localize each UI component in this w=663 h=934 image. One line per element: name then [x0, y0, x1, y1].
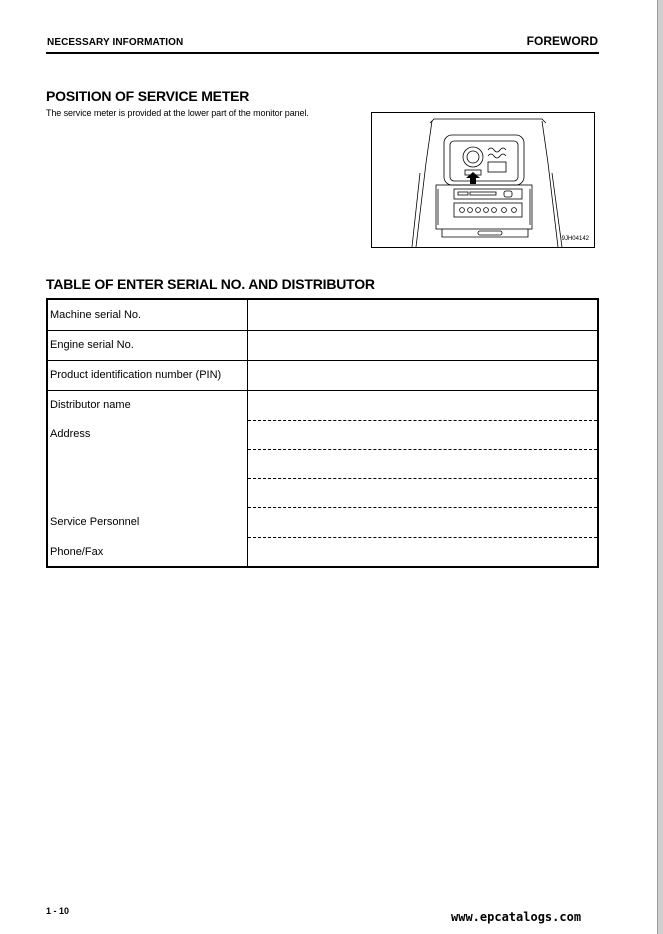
service-meter-description: The service meter is provided at the lower part of the monitor panel. [46, 108, 309, 118]
phone-fax-label: Phone/Fax [50, 546, 104, 558]
machine-serial-label: Machine serial No. [50, 309, 142, 321]
header-chapter-title: FOREWORD [526, 34, 598, 48]
header-rule [46, 52, 599, 54]
monitor-panel-figure [371, 112, 595, 248]
service-meter-heading: POSITION OF SERVICE METER [46, 88, 250, 104]
figure-code: 9JH04142 [561, 236, 589, 242]
address-label: Address [50, 428, 91, 440]
header-section-title: NECESSARY INFORMATION [47, 37, 184, 48]
service-personnel-label: Service Personnel [50, 516, 140, 528]
pin-label: Product identification number (PIN) [50, 369, 222, 381]
entry-line [248, 420, 597, 421]
engine-serial-label: Engine serial No. [50, 339, 134, 351]
table-column-divider [247, 300, 248, 566]
table-row-divider [48, 360, 597, 361]
page-edge [657, 0, 663, 934]
distributor-name-label: Distributor name [50, 399, 131, 411]
page-number: 1 - 10 [46, 906, 70, 916]
entry-line [248, 449, 597, 450]
table-row-divider [48, 390, 597, 391]
entry-line [248, 478, 597, 479]
watermark-text: www.epcatalogs.com [451, 910, 582, 924]
entry-line [248, 507, 597, 508]
monitor-panel-illustration [372, 113, 594, 247]
entry-line [248, 537, 597, 538]
table-row-divider [48, 330, 597, 331]
serial-distributor-table [46, 298, 599, 568]
serial-table-heading: TABLE OF ENTER SERIAL NO. AND DISTRIBUTOR [46, 276, 375, 292]
